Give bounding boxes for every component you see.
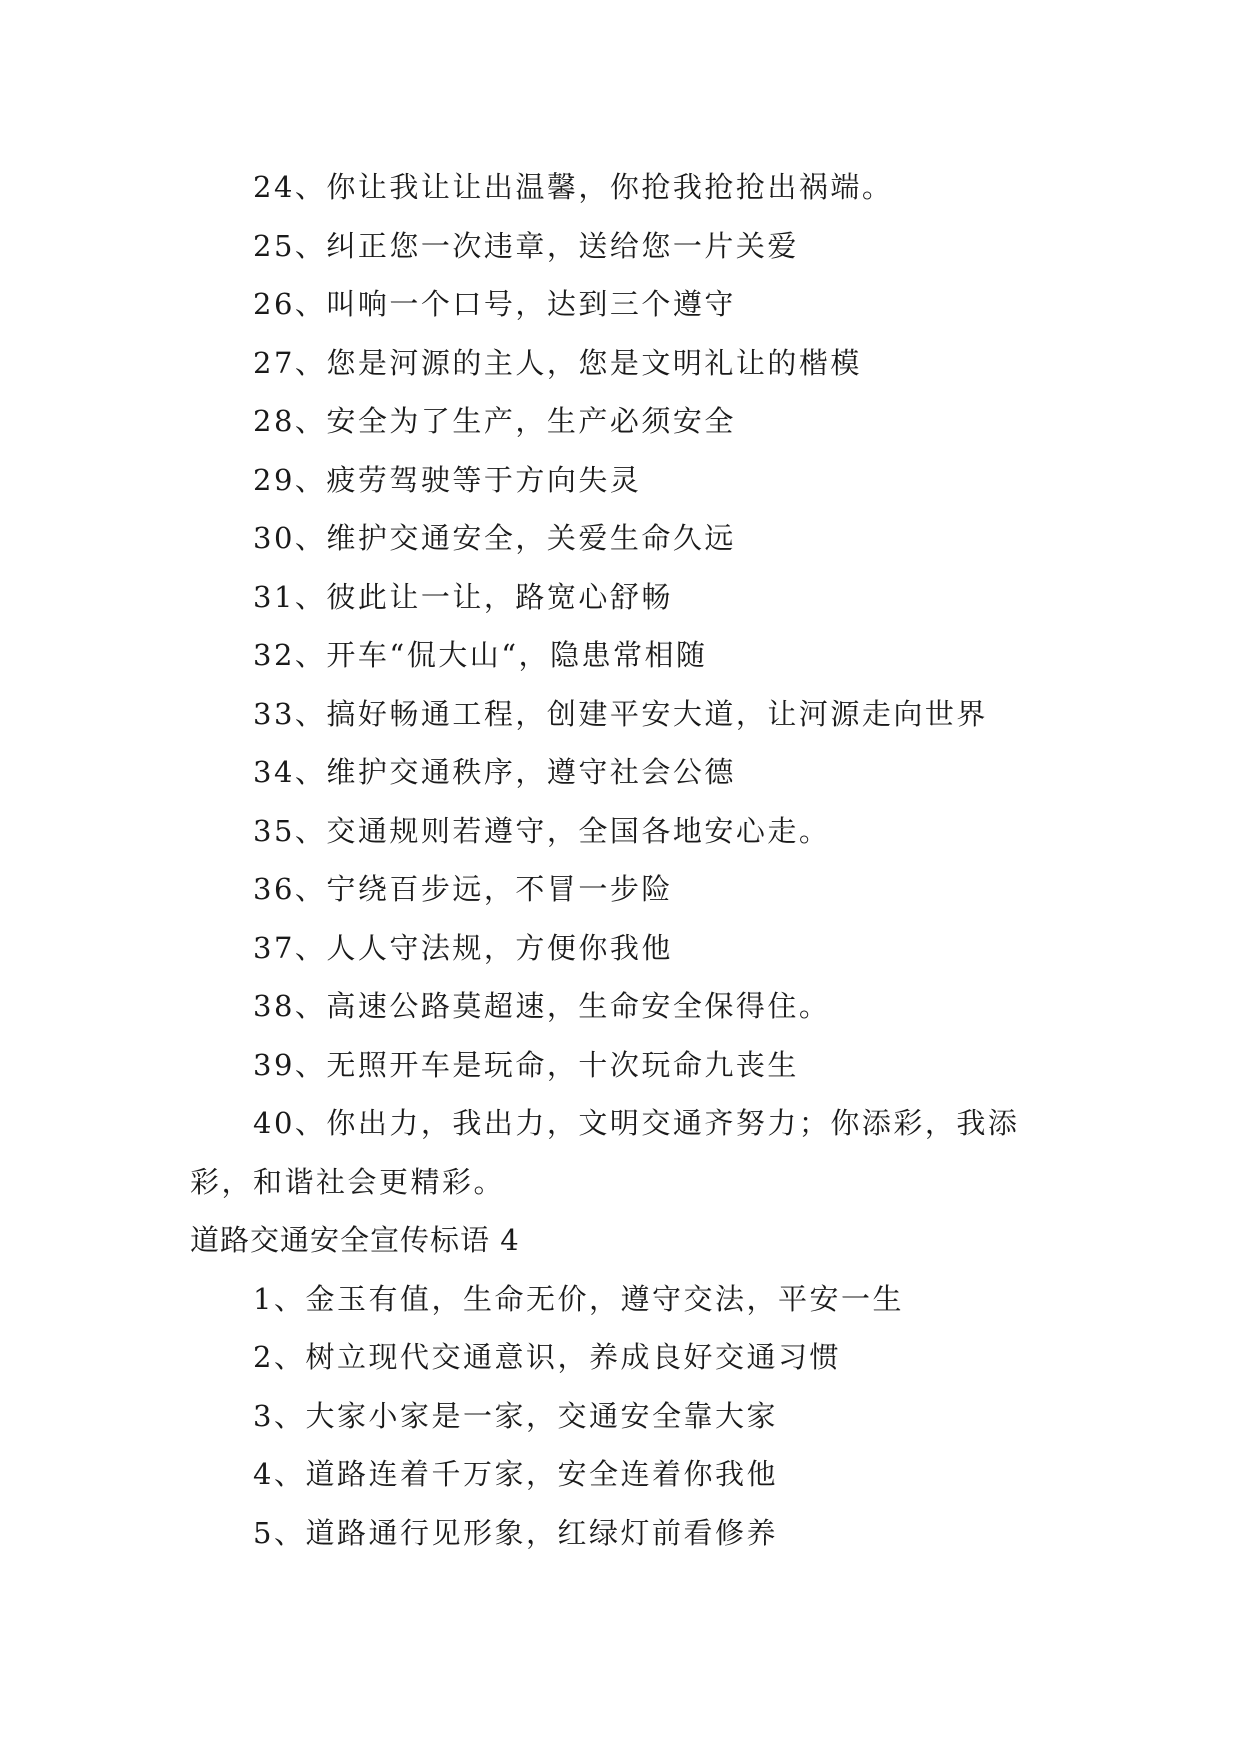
slogan-37: 37、人人守法规，方便你我他 — [253, 930, 673, 965]
document-body — [190, 158, 1060, 1562]
slogan-25: 25、纠正您一次违章，送给您一片关爱 — [253, 228, 799, 263]
slogan-24: 24、你让我让让出温馨，你抢我抢抢出祸端。 — [253, 170, 894, 204]
slogan-39: 39、无照开车是玩命，十次玩命九丧生 — [253, 1047, 799, 1082]
slogan-34: 34、维护交通秩序，遵守社会公德 — [253, 755, 736, 789]
slogan-36: 36、宁绕百步远，不冒一步险 — [253, 872, 673, 906]
slogan-26: 26、叫响一个口号，达到三个遵守 — [253, 287, 736, 321]
slogan-3: 3、大家小家是一家，交通安全靠大家 — [253, 1398, 778, 1433]
slogan-38: 38、高速公路莫超速，生命安全保得住。 — [253, 989, 831, 1023]
slogan-5: 5、道路通行见形象，红绿灯前看修养 — [253, 1515, 778, 1550]
slogan-4: 4、道路连着千万家，安全连着你我他 — [253, 1457, 778, 1491]
section-heading: 道路交通安全宣传标语 4 — [190, 1223, 520, 1257]
slogan-31: 31、彼此让一让，路宽心舒畅 — [253, 579, 673, 614]
slogan-40: 40、你出力，我出力，文明交通齐努力；你添彩，我添彩，和谐社会更精彩。 — [190, 1106, 1020, 1199]
slogan-1: 1、金玉有值，生命无价，遵守交法，平安一生 — [253, 1281, 904, 1316]
slogan-28: 28、安全为了生产，生产必须安全 — [253, 404, 736, 438]
slogan-30: 30、维护交通安全，关爱生命久远 — [253, 521, 736, 555]
slogan-29: 29、疲劳驾驶等于方向失灵 — [253, 462, 642, 497]
slogan-33: 33、搞好畅通工程，创建平安大道，让河源走向世界 — [253, 696, 988, 731]
slogan-32: 32、开车“侃大山“，隐患常相随 — [253, 638, 708, 672]
slogan-27: 27、您是河源的主人，您是文明礼让的楷模 — [253, 345, 862, 380]
slogan-35: 35、交通规则若遵守，全国各地安心走。 — [253, 813, 831, 848]
slogan-2: 2、树立现代交通意识，养成良好交通习惯 — [253, 1340, 841, 1374]
